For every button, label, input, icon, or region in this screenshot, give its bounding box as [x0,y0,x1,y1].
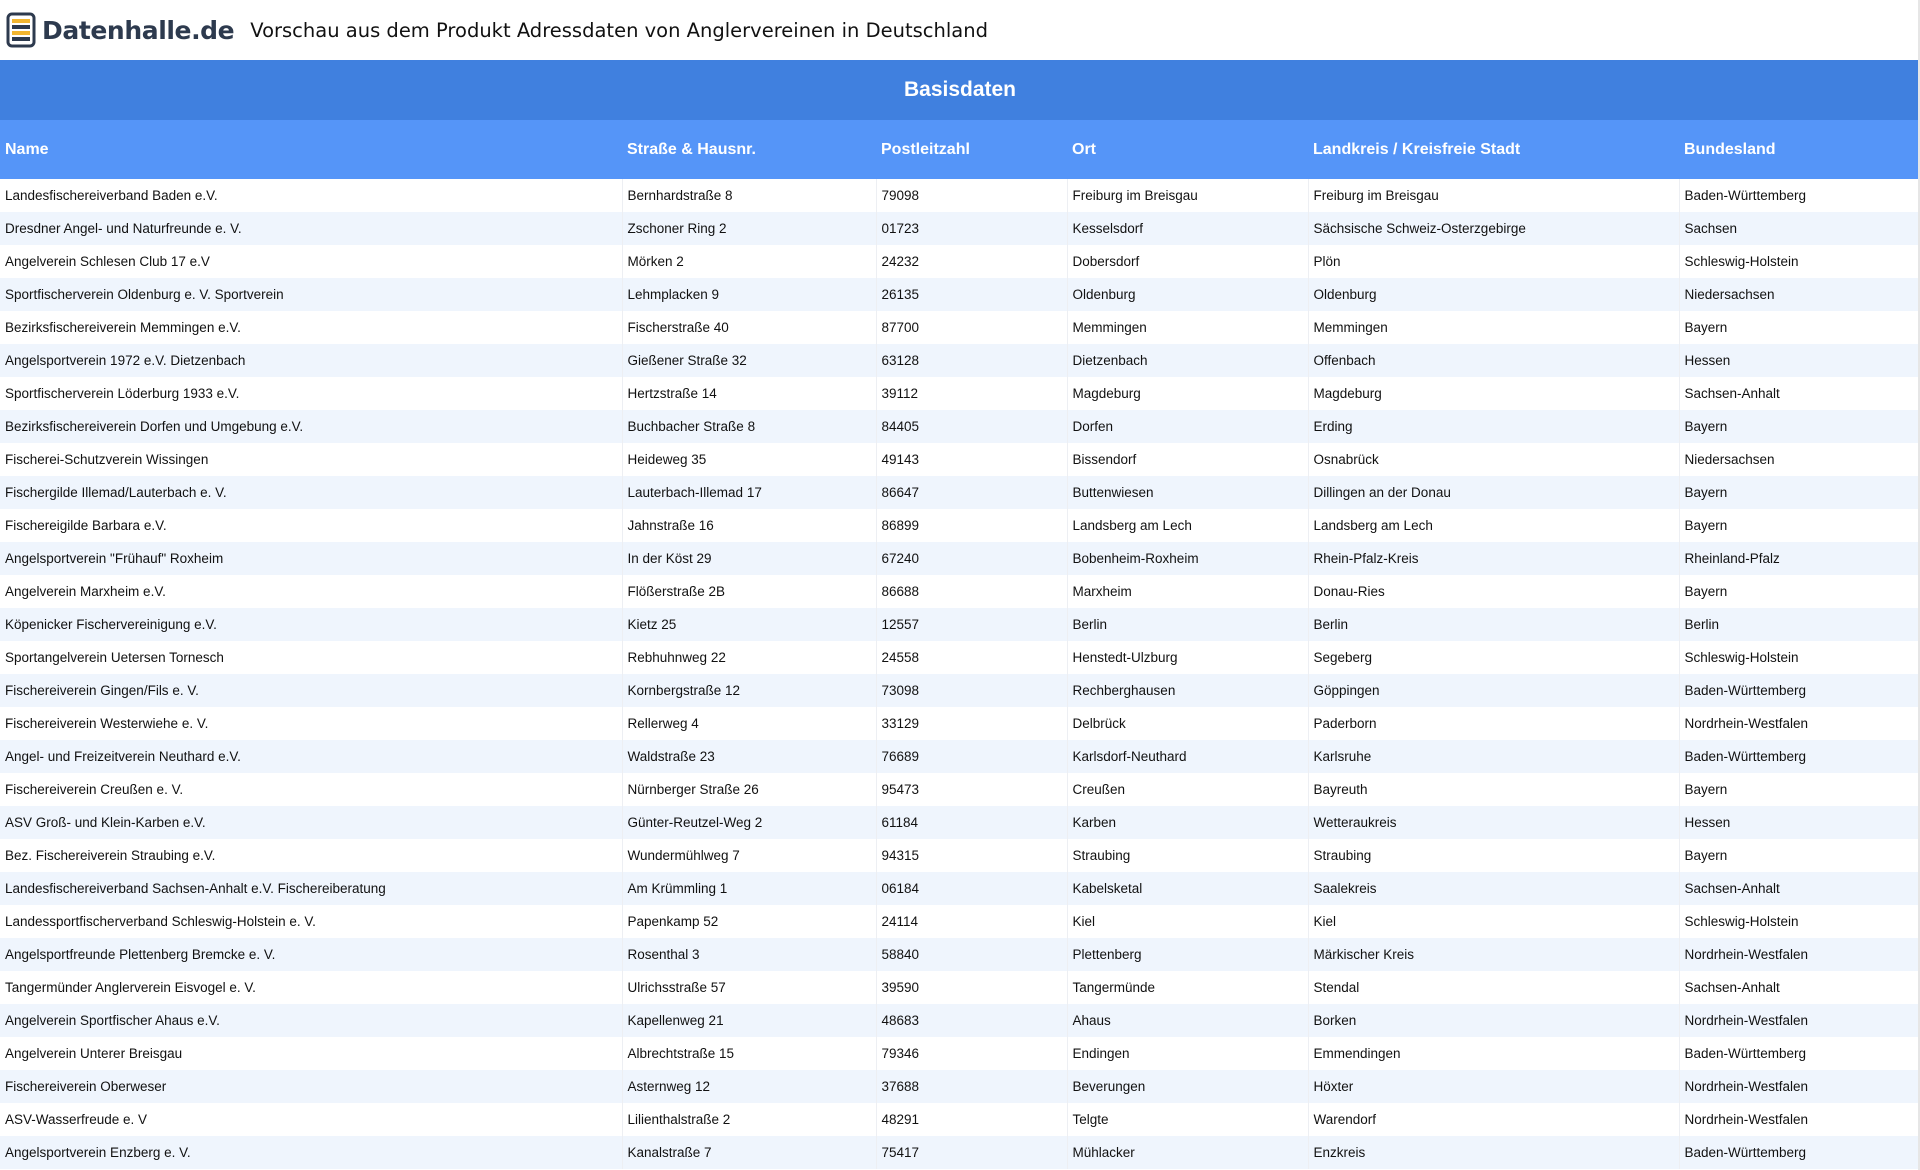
cell-city: Straubing [1067,839,1308,872]
cell-street: Nürnberger Straße 26 [622,773,876,806]
cell-street: Bernhardstraße 8 [622,179,876,212]
cell-district: Osnabrück [1308,443,1679,476]
cell-district: Straubing [1308,839,1679,872]
cell-state: Schleswig-Holstein [1684,254,1799,269]
cell-city: Mühlacker [1067,1136,1308,1169]
cell-city: Bissendorf [1067,443,1308,476]
cell-district: Göppingen [1308,674,1679,707]
cell-state: Sachsen-Anhalt [1684,386,1780,401]
cell-postal-code: 39590 [876,971,1067,1004]
cell-state: Bayern [1684,584,1728,599]
cell-postal-code: 39112 [876,377,1067,410]
cell-postal-code: 73098 [876,674,1067,707]
cell-state: Hessen [1684,815,1731,830]
top-bar [0,0,1920,60]
cell-state: Baden-Württemberg [1684,1046,1807,1061]
table-row [0,971,1920,1004]
cell-city: Magdeburg [1067,377,1308,410]
logo-text: Datenhalle.de [42,15,235,45]
cell-state: Baden-Württemberg [1684,749,1807,764]
table-row [0,806,1920,839]
cell-name: ASV Groß- und Klein-Karben e.V. [0,806,622,839]
cell-district: Kiel [1308,905,1679,938]
cell-postal-code: 06184 [876,872,1067,905]
cell-postal-code: 79346 [876,1037,1067,1070]
column-header-name[interactable]: Name [5,140,49,158]
cell-district: Warendorf [1308,1103,1679,1136]
cell-district: Magdeburg [1308,377,1679,410]
cell-postal-code: 94315 [876,839,1067,872]
cell-street: Gießener Straße 32 [622,344,876,377]
table-row [0,1136,1920,1169]
cell-state: Schleswig-Holstein [1684,914,1799,929]
cell-street: Heideweg 35 [622,443,876,476]
logo[interactable] [6,12,234,48]
cell-city: Creußen [1067,773,1308,806]
cell-district: Memmingen [1308,311,1679,344]
cell-district: Oldenburg [1308,278,1679,311]
cell-postal-code: 48683 [876,1004,1067,1037]
cell-postal-code: 61184 [876,806,1067,839]
cell-state: Sachsen-Anhalt [1684,980,1780,995]
cell-city: Rechberghausen [1067,674,1308,707]
cell-street: Rellerweg 4 [622,707,876,740]
cell-postal-code: 24558 [876,641,1067,674]
cell-district: Märkischer Kreis [1308,938,1679,971]
cell-state: Rheinland-Pfalz [1684,551,1780,566]
cell-street: Kornbergstraße 12 [622,674,876,707]
cell-district: Paderborn [1308,707,1679,740]
cell-street: Zschoner Ring 2 [622,212,876,245]
cell-city: Buttenwiesen [1067,476,1308,509]
page-title: Vorschau aus dem Produkt Adressdaten von Anglervereinen in Deutschland [250,18,988,42]
cell-name: Dresdner Angel- und Naturfreunde e. V. [0,212,622,245]
cell-district: Landsberg am Lech [1308,509,1679,542]
cell-city: Karben [1067,806,1308,839]
cell-name: Angelverein Sportfischer Ahaus e.V. [0,1004,622,1037]
cell-name: Fischereiverein Westerwiehe e. V. [0,707,622,740]
cell-name: Sportfischerverein Oldenburg e. V. Sportverein [0,278,622,311]
cell-city: Kesselsdorf [1067,212,1308,245]
table-row [0,443,1920,476]
cell-state: Bayern [1684,848,1728,863]
cell-district: Saalekreis [1308,872,1679,905]
table-row [0,278,1920,311]
cell-city: Oldenburg [1067,278,1308,311]
cell-postal-code: 79098 [876,179,1067,212]
cell-street: Papenkamp 52 [622,905,876,938]
cell-street: Kapellenweg 21 [622,1004,876,1037]
cell-district: Stendal [1308,971,1679,1004]
cell-postal-code: 76689 [876,740,1067,773]
cell-postal-code: 95473 [876,773,1067,806]
cell-name: Sportangelverein Uetersen Tornesch [0,641,622,674]
cell-district: Karlsruhe [1308,740,1679,773]
cell-street: Rosenthal 3 [622,938,876,971]
cell-state: Baden-Württemberg [1684,188,1807,203]
database-stack-icon [6,12,38,48]
table-row [0,740,1920,773]
cell-name: Bezirksfischereiverein Dorfen und Umgebung e.V. [0,410,622,443]
cell-state: Nordrhein-Westfalen [1684,947,1809,962]
cell-city: Dietzenbach [1067,344,1308,377]
cell-district: Enzkreis [1308,1136,1679,1169]
cell-state: Sachsen-Anhalt [1684,881,1780,896]
cell-state: Nordrhein-Westfalen [1684,1079,1809,1094]
cell-postal-code: 86899 [876,509,1067,542]
column-header-district[interactable]: Landkreis / Kreisfreie Stadt [1313,140,1521,158]
table-row [0,575,1920,608]
cell-street: Lauterbach-Illemad 17 [622,476,876,509]
cell-street: Lehmplacken 9 [622,278,876,311]
table-row [0,179,1920,212]
cell-state: Hessen [1684,353,1731,368]
cell-postal-code: 75417 [876,1136,1067,1169]
cell-street: In der Köst 29 [622,542,876,575]
cell-street: Wundermühlweg 7 [622,839,876,872]
cell-postal-code: 37688 [876,1070,1067,1103]
cell-state: Bayern [1684,419,1728,434]
cell-street: Flößerstraße 2B [622,575,876,608]
table-row [0,773,1920,806]
table-row [0,344,1920,377]
table-row [0,377,1920,410]
table-row [0,509,1920,542]
table-row [0,212,1920,245]
cell-city: Dorfen [1067,410,1308,443]
cell-postal-code: 67240 [876,542,1067,575]
column-header-street[interactable]: Straße & Hausnr. [627,140,756,158]
table-body [0,179,1920,1169]
cell-district: Emmendingen [1308,1037,1679,1070]
cell-state: Bayern [1684,320,1728,335]
cell-postal-code: 01723 [876,212,1067,245]
table-row [0,938,1920,971]
cell-street: Waldstraße 23 [622,740,876,773]
table-row [0,311,1920,344]
cell-postal-code: 12557 [876,608,1067,641]
table-row [0,245,1920,278]
cell-city: Marxheim [1067,575,1308,608]
cell-name: Angelverein Unterer Breisgau [0,1037,622,1070]
cell-district: Erding [1308,410,1679,443]
cell-state: Nordrhein-Westfalen [1684,716,1809,731]
table-row [0,641,1920,674]
cell-district: Wetteraukreis [1308,806,1679,839]
cell-name: Bez. Fischereiverein Straubing e.V. [0,839,622,872]
table-row [0,1037,1920,1070]
cell-name: Tangermünder Anglerverein Eisvogel e. V. [0,971,622,1004]
table-row [0,410,1920,443]
cell-city: Bobenheim-Roxheim [1067,542,1308,575]
table-row [0,1070,1920,1103]
cell-name: Angelverein Schlesen Club 17 e.V [0,245,622,278]
cell-state: Sachsen [1684,221,1738,236]
cell-district: Sächsische Schweiz-Osterzgebirge [1308,212,1679,245]
section-title: Basisdaten [0,60,1920,120]
cell-postal-code: 84405 [876,410,1067,443]
cell-street: Fischerstraße 40 [622,311,876,344]
cell-city: Tangermünde [1067,971,1308,1004]
cell-name: Fischereiverein Creußen e. V. [0,773,622,806]
cell-state: Bayern [1684,782,1728,797]
cell-street: Kanalstraße 7 [622,1136,876,1169]
cell-district: Bayreuth [1308,773,1679,806]
cell-name: Angelsportfreunde Plettenberg Bremcke e. V. [0,938,622,971]
cell-district: Rhein-Pfalz-Kreis [1308,542,1679,575]
cell-state: Bayern [1684,518,1728,533]
cell-name: Fischereiverein Gingen/Fils e. V. [0,674,622,707]
table-row [0,476,1920,509]
cell-postal-code: 58840 [876,938,1067,971]
cell-name: Angelsportverein 1972 e.V. Dietzenbach [0,344,622,377]
cell-district: Freiburg im Breisgau [1308,179,1679,212]
cell-city: Memmingen [1067,311,1308,344]
cell-state: Baden-Württemberg [1684,1145,1807,1160]
cell-city: Dobersdorf [1067,245,1308,278]
cell-district: Segeberg [1308,641,1679,674]
cell-postal-code: 49143 [876,443,1067,476]
table-row [0,905,1920,938]
cell-street: Hertzstraße 14 [622,377,876,410]
cell-city: Henstedt-Ulzburg [1067,641,1308,674]
cell-postal-code: 87700 [876,311,1067,344]
cell-name: Landesfischereiverband Sachsen-Anhalt e.V. Fischereiberatung [0,872,622,905]
cell-name: Angel- und Freizeitverein Neuthard e.V. [0,740,622,773]
cell-name: Angelverein Marxheim e.V. [0,575,622,608]
cell-city: Ahaus [1067,1004,1308,1037]
table-row [0,872,1920,905]
cell-state: Niedersachsen [1684,287,1775,302]
cell-district: Dillingen an der Donau [1308,476,1679,509]
cell-postal-code: 33129 [876,707,1067,740]
cell-street: Mörken 2 [622,245,876,278]
cell-postal-code: 26135 [876,278,1067,311]
cell-name: ASV-Wasserfreude e. V [0,1103,622,1136]
cell-city: Delbrück [1067,707,1308,740]
cell-postal-code: 24232 [876,245,1067,278]
cell-state: Nordrhein-Westfalen [1684,1112,1809,1127]
cell-street: Kietz 25 [622,608,876,641]
column-header-postal-code[interactable]: Postleitzahl [881,140,970,158]
cell-street: Buchbacher Straße 8 [622,410,876,443]
cell-postal-code: 86647 [876,476,1067,509]
cell-city: Berlin [1067,608,1308,641]
table-row [0,707,1920,740]
cell-name: Landessportfischerverband Schleswig-Holstein e. V. [0,905,622,938]
table-row [0,839,1920,872]
cell-district: Borken [1308,1004,1679,1037]
cell-street: Asternweg 12 [622,1070,876,1103]
cell-postal-code: 48291 [876,1103,1067,1136]
cell-postal-code: 24114 [876,905,1067,938]
table-row [0,542,1920,575]
cell-name: Bezirksfischereiverein Memmingen e.V. [0,311,622,344]
cell-street: Am Krümmling 1 [622,872,876,905]
cell-city: Plettenberg [1067,938,1308,971]
table-header-row [0,120,1920,179]
cell-state: Niedersachsen [1684,452,1775,467]
column-header-state[interactable]: Bundesland [1684,140,1776,158]
cell-street: Rebhuhnweg 22 [622,641,876,674]
cell-city: Beverungen [1067,1070,1308,1103]
table-row [0,674,1920,707]
cell-name: Fischerei-Schutzverein Wissingen [0,443,622,476]
cell-district: Berlin [1308,608,1679,641]
table-row [0,1103,1920,1136]
cell-street: Lilienthalstraße 2 [622,1103,876,1136]
cell-district: Donau-Ries [1308,575,1679,608]
cell-state: Nordrhein-Westfalen [1684,1013,1809,1028]
cell-state: Bayern [1684,485,1728,500]
cell-state: Berlin [1684,617,1720,632]
cell-city: Endingen [1067,1037,1308,1070]
data-table [0,120,1920,1169]
cell-street: Günter-Reutzel-Weg 2 [622,806,876,839]
cell-street: Albrechtstraße 15 [622,1037,876,1070]
cell-district: Plön [1308,245,1679,278]
column-header-city[interactable]: Ort [1072,140,1096,158]
cell-city: Telgte [1067,1103,1308,1136]
cell-city: Freiburg im Breisgau [1067,179,1308,212]
cell-city: Karlsdorf-Neuthard [1067,740,1308,773]
cell-name: Fischergilde Illemad/Lauterbach e. V. [0,476,622,509]
cell-name: Angelsportverein Enzberg e. V. [0,1136,622,1169]
cell-district: Höxter [1308,1070,1679,1103]
cell-state: Baden-Württemberg [1684,683,1807,698]
cell-name: Fischereiverein Oberweser [0,1070,622,1103]
cell-postal-code: 63128 [876,344,1067,377]
cell-name: Fischereigilde Barbara e.V. [0,509,622,542]
cell-city: Kiel [1067,905,1308,938]
table-row [0,1004,1920,1037]
cell-name: Sportfischerverein Löderburg 1933 e.V. [0,377,622,410]
cell-state: Schleswig-Holstein [1684,650,1799,665]
cell-city: Kabelsketal [1067,872,1308,905]
cell-street: Jahnstraße 16 [622,509,876,542]
cell-postal-code: 86688 [876,575,1067,608]
cell-name: Landesfischereiverband Baden e.V. [0,179,622,212]
cell-city: Landsberg am Lech [1067,509,1308,542]
cell-district: Offenbach [1308,344,1679,377]
cell-name: Köpenicker Fischervereinigung e.V. [0,608,622,641]
cell-name: Angelsportverein "Frühauf" Roxheim [0,542,622,575]
table-row [0,608,1920,641]
cell-street: Ulrichsstraße 57 [622,971,876,1004]
